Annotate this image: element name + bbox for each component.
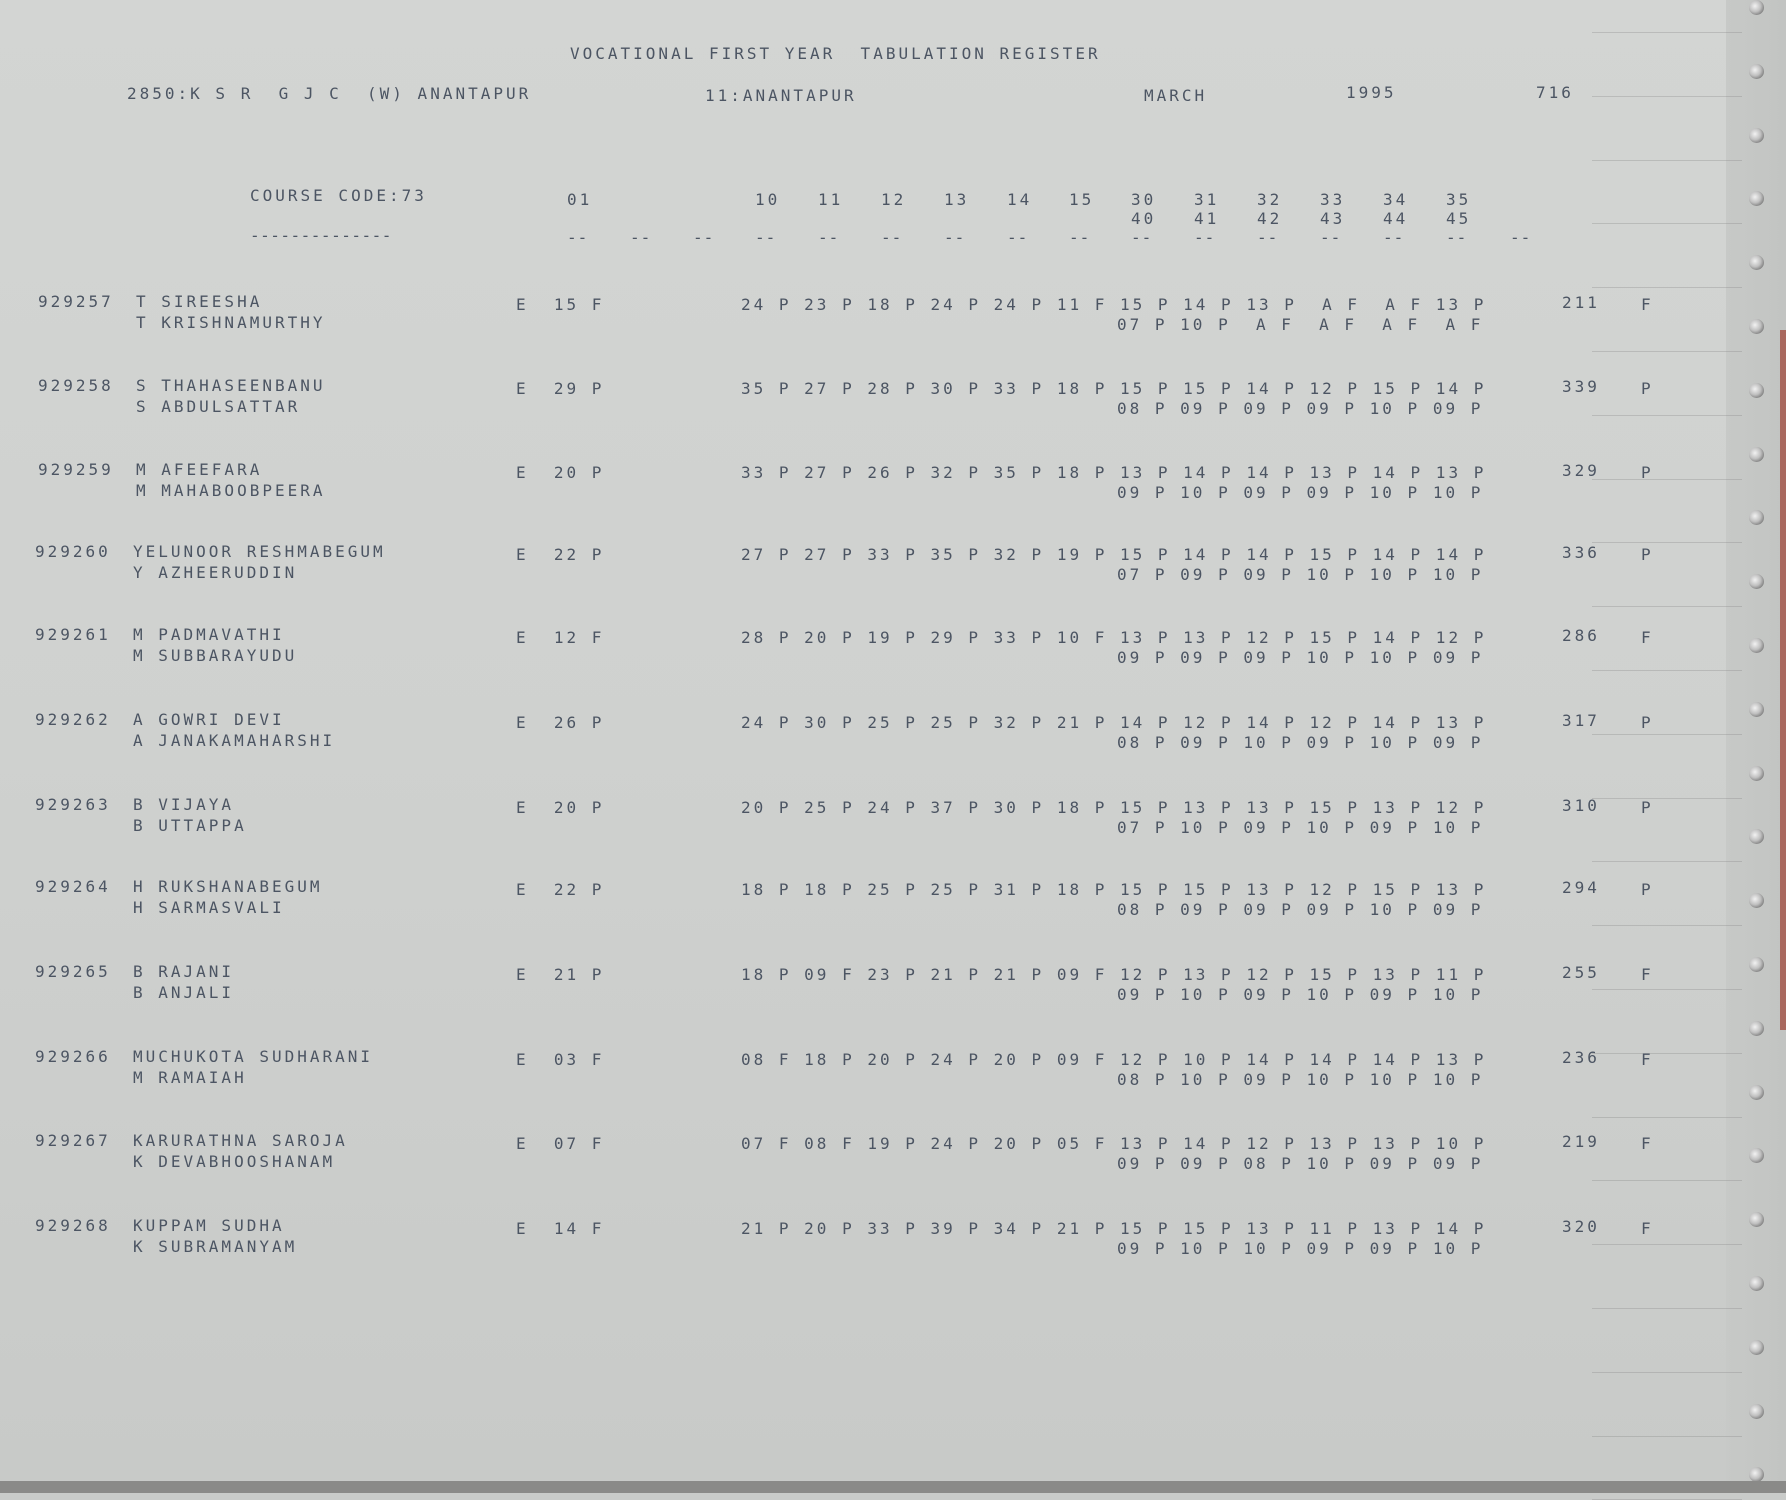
subject-marks-line-one: 21 P 20 P 33 P 39 P 34 P 21 P 15 P 15 P 13 P 11 P 13 P 14 P [741,1219,1487,1238]
ruled-line [1592,96,1742,97]
medium-and-part-one-marks: E 22 P [516,545,605,564]
result-status: P [1641,880,1654,899]
medium-and-part-one-marks: E 14 F [516,1219,605,1238]
parent-name: M SUBBARAYUDU [133,646,298,665]
register-title: VOCATIONAL FIRST YEAR TABULATION REGISTER [570,44,1101,63]
student-roll-number: 929265 [35,962,111,981]
subject-code: 35 [1446,190,1472,209]
subject-marks-line-two: 09 P 10 P 09 P 09 P 10 P 10 P [1117,483,1484,502]
student-roll-number: 929268 [35,1216,111,1235]
result-status: P [1641,798,1654,817]
district-name: 11:ANANTAPUR [705,86,857,105]
sprocket-hole [1749,64,1764,79]
medium-and-part-one-marks: E 03 F [516,1050,605,1069]
paper-bottom-edge [0,1481,1786,1493]
total-marks: 286 [1562,626,1600,645]
result-status: F [1641,965,1654,984]
total-marks: 236 [1562,1048,1600,1067]
column-dash: -- [818,228,840,247]
subject-code: 34 [1383,190,1409,209]
column-dash: -- [755,228,777,247]
subject-marks-line-one: 24 P 30 P 25 P 25 P 32 P 21 P 14 P 12 P 14 P 12 P 14 P 13 P [741,713,1487,732]
medium-and-part-one-marks: E 20 P [516,463,605,482]
subject-marks-line-one: 20 P 25 P 24 P 37 P 30 P 18 P 15 P 13 P 13 P 15 P 13 P 12 P [741,798,1487,817]
ruled-line [1592,861,1742,862]
student-roll-number: 929262 [35,710,111,729]
total-marks: 310 [1562,796,1600,815]
subject-code: 13 [944,190,970,209]
subject-marks-line-two: 09 P 10 P 10 P 09 P 09 P 10 P [1117,1239,1484,1258]
student-roll-number: 929258 [38,376,114,395]
paper-edge [1780,330,1786,1030]
subject-marks-line-two: 08 P 09 P 09 P 09 P 10 P 09 P [1117,900,1484,919]
student-name: MUCHUKOTA SUDHARANI [133,1047,374,1066]
column-dash: -- [567,228,589,247]
subject-marks-line-two: 07 P 10 P 09 P 10 P 09 P 10 P [1117,818,1484,837]
result-status: F [1641,1134,1654,1153]
page-number: 716 [1536,83,1574,102]
subject-marks-line-two: 08 P 09 P 09 P 09 P 10 P 09 P [1117,399,1484,418]
sprocket-hole [1749,1340,1764,1355]
total-marks: 329 [1562,461,1600,480]
ruled-line [1592,32,1742,33]
student-name: S THAHASEENBANU [136,376,326,395]
column-dash: -- [693,228,715,247]
student-name: A GOWRI DEVI [133,710,285,729]
parent-name: M MAHABOOBPEERA [136,481,326,500]
student-name: M AFEEFARA [136,460,263,479]
exam-year: 1995 [1346,83,1397,102]
subject-code: 10 [755,190,781,209]
student-roll-number: 929259 [38,460,114,479]
ruled-line [1592,223,1742,224]
subject-code: 45 [1446,209,1472,228]
subject-marks-line-two: 07 P 09 P 09 P 10 P 10 P 10 P [1117,565,1484,584]
column-dash: -- [630,228,652,247]
subject-marks-line-one: 33 P 27 P 26 P 32 P 35 P 18 P 13 P 14 P 14 P 13 P 14 P 13 P [741,463,1487,482]
parent-name: B ANJALI [133,983,235,1002]
result-status: F [1641,628,1654,647]
medium-and-part-one-marks: E 20 P [516,798,605,817]
subject-marks-line-one: 18 P 18 P 25 P 25 P 31 P 18 P 15 P 15 P 13 P 12 P 15 P 13 P [741,880,1487,899]
total-marks: 219 [1562,1132,1600,1151]
result-status: P [1641,379,1654,398]
sprocket-hole [1749,1276,1764,1291]
subject-code: 12 [881,190,907,209]
ruled-line [1592,734,1742,735]
ruled-line [1592,1308,1742,1309]
sprocket-hole [1749,128,1764,143]
ruled-line [1592,1436,1742,1437]
ruled-line [1592,1372,1742,1373]
subject-marks-line-two: 08 P 10 P 09 P 10 P 10 P 10 P [1117,1070,1484,1089]
subject-code: 40 [1131,209,1157,228]
parent-name: H SARMASVALI [133,898,285,917]
column-dash: -- [1320,228,1342,247]
student-roll-number: 929257 [38,292,114,311]
column-dash: -- [1194,228,1216,247]
parent-name: S ABDULSATTAR [136,397,301,416]
medium-and-part-one-marks: E 26 P [516,713,605,732]
result-status: F [1641,1050,1654,1069]
total-marks: 211 [1562,293,1600,312]
column-dash: -- [1131,228,1153,247]
exam-month: MARCH [1144,86,1208,105]
ruled-line [1592,1244,1742,1245]
column-dash: -- [1257,228,1279,247]
column-dash: -- [1510,228,1532,247]
ruled-line [1592,989,1742,990]
student-roll-number: 929261 [35,625,111,644]
student-name: B VIJAYA [133,795,235,814]
ruled-line [1592,670,1742,671]
student-roll-number: 929260 [35,542,111,561]
subject-marks-line-two: 07 P 10 P A F A F A F A F [1117,315,1484,334]
ruled-line [1592,415,1742,416]
student-roll-number: 929267 [35,1131,111,1150]
medium-and-part-one-marks: E 29 P [516,379,605,398]
subject-marks-line-two: 09 P 09 P 08 P 10 P 09 P 09 P [1117,1154,1484,1173]
sprocket-hole [1749,0,1764,15]
ruled-line [1592,925,1742,926]
column-dash: -- [1446,228,1468,247]
ruled-line [1592,542,1742,543]
ruled-line [1592,160,1742,161]
sprocket-hole [1749,638,1764,653]
student-roll-number: 929266 [35,1047,111,1066]
subject-marks-line-two: 09 P 10 P 09 P 10 P 09 P 10 P [1117,985,1484,1004]
course-code: COURSE CODE:73 [250,186,427,205]
ruled-line [1592,287,1742,288]
ruled-line [1592,479,1742,480]
student-name: KARURATHNA SAROJA [133,1131,348,1150]
medium-and-part-one-marks: E 07 F [516,1134,605,1153]
medium-and-part-one-marks: E 22 P [516,880,605,899]
subject-code: 41 [1194,209,1220,228]
student-name: YELUNOOR RESHMABEGUM [133,542,386,561]
parent-name: K DEVABHOOSHANAM [133,1152,336,1171]
column-dash: -- [1383,228,1405,247]
ruled-line [1592,1117,1742,1118]
result-status: F [1641,295,1654,314]
total-marks: 336 [1562,543,1600,562]
student-name: KUPPAM SUDHA [133,1216,285,1235]
ruled-line [1592,1180,1742,1181]
result-status: P [1641,713,1654,732]
college-name: 2850:K S R G J C (W) ANANTAPUR [127,84,532,103]
student-name: B RAJANI [133,962,235,981]
ruled-line [1592,1053,1742,1054]
sprocket-hole [1749,1021,1764,1036]
sprocket-hole [1749,766,1764,781]
parent-name: K SUBRAMANYAM [133,1237,298,1256]
subject-marks-line-one: 18 P 09 F 23 P 21 P 21 P 09 F 12 P 13 P 12 P 15 P 13 P 11 P [741,965,1487,984]
sprocket-hole [1749,702,1764,717]
column-dash: -- [1007,228,1029,247]
subject-marks-line-one: 08 F 18 P 20 P 24 P 20 P 09 F 12 P 10 P 14 P 14 P 14 P 13 P [741,1050,1487,1069]
subject-code: 31 [1194,190,1220,209]
sprocket-hole [1749,447,1764,462]
parent-name: M RAMAIAH [133,1068,247,1087]
sprocket-hole [1749,383,1764,398]
student-roll-number: 929263 [35,795,111,814]
subject-marks-line-one: 28 P 20 P 19 P 29 P 33 P 10 F 13 P 13 P 12 P 15 P 14 P 12 P [741,628,1487,647]
result-status: F [1641,1219,1654,1238]
subject-code: 30 [1131,190,1157,209]
subject-marks-line-one: 35 P 27 P 28 P 30 P 33 P 18 P 15 P 15 P 14 P 12 P 15 P 14 P [741,379,1487,398]
subject-marks-line-one: 27 P 27 P 33 P 35 P 32 P 19 P 15 P 14 P 14 P 15 P 14 P 14 P [741,545,1487,564]
sprocket-hole [1749,1404,1764,1419]
medium-and-part-one-marks: E 21 P [516,965,605,984]
result-status: P [1641,463,1654,482]
total-marks: 255 [1562,963,1600,982]
subject-code: 15 [1069,190,1095,209]
result-status: P [1641,545,1654,564]
ruled-line [1592,606,1742,607]
subject-marks-line-one: 24 P 23 P 18 P 24 P 24 P 11 F 15 P 14 P 13 P A F A F 13 P [741,295,1487,314]
column-dash: -- [881,228,903,247]
sprocket-hole [1749,319,1764,334]
sprocket-hole [1749,1085,1764,1100]
total-marks: 320 [1562,1217,1600,1236]
column-dash: -- [1069,228,1091,247]
subject-code: 33 [1320,190,1346,209]
parent-name: T KRISHNAMURTHY [136,313,326,332]
student-name: H RUKSHANABEGUM [133,877,323,896]
student-name: M PADMAVATHI [133,625,285,644]
subject-code: 42 [1257,209,1283,228]
total-marks: 294 [1562,878,1600,897]
subject-code: 32 [1257,190,1283,209]
student-name: T SIREESHA [136,292,263,311]
subject-marks-line-one: 07 F 08 F 19 P 24 P 20 P 05 F 13 P 14 P 12 P 13 P 13 P 10 P [741,1134,1487,1153]
parent-name: Y AZHEERUDDIN [133,563,298,582]
column-dash: -- [944,228,966,247]
ruled-line [1592,798,1742,799]
total-marks: 317 [1562,711,1600,730]
student-roll-number: 929264 [35,877,111,896]
subject-code: 01 [567,190,593,209]
parent-name: A JANAKAMAHARSHI [133,731,336,750]
sprocket-hole [1749,957,1764,972]
subject-marks-line-two: 08 P 09 P 10 P 09 P 10 P 09 P [1117,733,1484,752]
subject-code: 14 [1007,190,1033,209]
course-code-underline: -------------- [250,226,392,245]
subject-marks-line-two: 09 P 09 P 09 P 10 P 10 P 09 P [1117,648,1484,667]
medium-and-part-one-marks: E 15 F [516,295,605,314]
total-marks: 339 [1562,377,1600,396]
subject-code: 44 [1383,209,1409,228]
medium-and-part-one-marks: E 12 F [516,628,605,647]
parent-name: B UTTAPPA [133,816,247,835]
subject-code: 11 [818,190,844,209]
ruled-line [1592,351,1742,352]
subject-code: 43 [1320,209,1346,228]
